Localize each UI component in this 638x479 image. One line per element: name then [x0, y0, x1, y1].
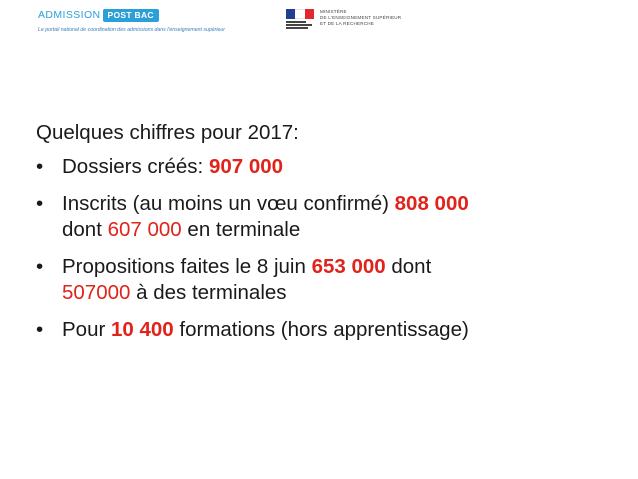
list-item [36, 154, 616, 180]
stat-number: 907 000 [208, 155, 284, 178]
slide-body [36, 118, 616, 354]
item-text: dont [62, 218, 108, 241]
ministry-line: DE L'ENSEIGNEMENT SUPÉRIEUR [320, 15, 402, 20]
item-text: formations (hors apprentissage) [173, 318, 469, 341]
item-text: Propositions faites le 8 juin [62, 255, 312, 278]
ministry-line: ET DE LA RECHERCHE [320, 21, 375, 26]
ministry-line: MINISTÈRE [320, 9, 347, 14]
statistics-list [36, 154, 616, 343]
stat-number: 808 000 [394, 192, 469, 215]
stat-number: 653 000 [311, 255, 386, 278]
apb-logo-tagline: Le portail national de coordination des admissions dans l'enseignement supérieur [38, 27, 225, 33]
list-item [36, 317, 616, 343]
bullet-icon: • [36, 318, 44, 341]
list-item [36, 254, 616, 306]
ministry-name [320, 9, 401, 27]
item-text: Inscrits (au moins un vœu confirmé) [62, 192, 395, 215]
ministry-logo [286, 9, 401, 33]
bullet-icon: • [36, 255, 44, 278]
item-text: Dossiers créés: [62, 155, 209, 178]
list-item [36, 191, 616, 243]
item-text: Pour [62, 318, 111, 341]
republique-francaise-flag-icon [286, 9, 314, 33]
bullet-icon: • [36, 192, 44, 215]
apb-logo-badge: POST BAC [103, 9, 159, 22]
apb-logo-name: ADMISSION [38, 9, 101, 21]
item-text: dont [385, 255, 432, 278]
stat-number: 10 400 [111, 318, 174, 341]
slide-heading: Quelques chiffres pour 2017: [36, 121, 299, 144]
item-text: en terminale [181, 218, 301, 241]
stat-number: 607 000 [107, 218, 182, 241]
slide-header [0, 0, 638, 50]
admission-post-bac-logo [38, 8, 225, 33]
bullet-icon: • [36, 155, 44, 178]
stat-number: 507000 [62, 281, 131, 304]
item-text: à des terminales [130, 281, 287, 304]
